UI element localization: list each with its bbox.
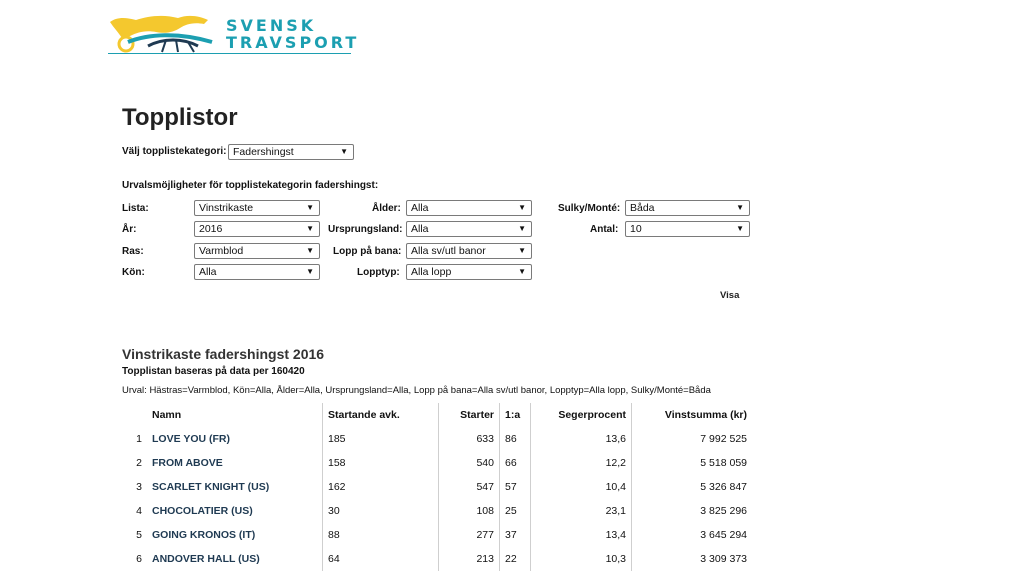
row-avk: 158 <box>323 451 439 475</box>
row-wins: 57 <box>500 475 531 499</box>
table-row <box>122 475 752 499</box>
logo-text-svensk: SVENSK <box>226 16 317 35</box>
row-wins: 37 <box>500 523 531 547</box>
alder-select-value: Alla <box>411 202 429 214</box>
header-forsta[interactable]: 1:a <box>500 403 531 427</box>
lista-select-value: Vinstrikaste <box>199 202 254 214</box>
lopp-pa-bana-select[interactable] <box>406 243 532 259</box>
logo-underline <box>108 53 351 54</box>
dropdown-arrow-icon: ▼ <box>306 203 314 212</box>
dropdown-arrow-icon: ▼ <box>518 203 526 212</box>
row-starter: 633 <box>439 427 500 451</box>
horse-name-link[interactable]: SCARLET KNIGHT (US) <box>152 481 270 493</box>
row-rank: 2 <box>136 457 142 469</box>
row-rank: 3 <box>136 481 142 493</box>
results-heading: Vinstrikaste fadershingst 2016 <box>122 346 325 362</box>
row-name-cell <box>147 451 323 475</box>
ursprungsland-select[interactable] <box>406 221 532 237</box>
row-wins: 66 <box>500 451 531 475</box>
ursprungsland-select-value: Alla <box>411 223 429 235</box>
row-starter: 108 <box>439 499 500 523</box>
horse-name-link[interactable]: GOING KRONOS (IT) <box>152 529 256 541</box>
page-title: Topplistor <box>122 104 238 131</box>
table-row <box>122 499 752 523</box>
row-name-cell <box>147 499 323 523</box>
row-starter: 277 <box>439 523 500 547</box>
category-select[interactable] <box>228 144 354 160</box>
row-pct: 13,4 <box>531 523 632 547</box>
header-startande-avk[interactable]: Startande avk. <box>323 403 439 427</box>
row-sum: 5 518 059 <box>632 451 753 475</box>
row-name-cell <box>147 427 323 451</box>
header-rank <box>122 403 147 427</box>
row-rank: 4 <box>136 505 142 517</box>
header-segerprocent[interactable]: Segerprocent <box>531 403 632 427</box>
row-wins: 86 <box>500 427 531 451</box>
row-pct: 10,4 <box>531 475 632 499</box>
row-rank: 6 <box>136 553 142 565</box>
row-pct: 12,2 <box>531 451 632 475</box>
category-select-value: Fadershingst <box>233 146 294 158</box>
dropdown-arrow-icon: ▼ <box>306 224 314 233</box>
ras-select-value: Varmblod <box>199 245 244 257</box>
sulky-monte-label: Sulky/Monté: <box>558 203 621 214</box>
ar-select-value: 2016 <box>199 223 223 235</box>
lista-select[interactable] <box>194 200 320 216</box>
table-row <box>122 523 752 547</box>
row-avk: 88 <box>323 523 439 547</box>
row-name-cell <box>147 547 323 571</box>
row-avk: 162 <box>323 475 439 499</box>
sulky-monte-select[interactable] <box>625 200 750 216</box>
row-rank: 5 <box>136 529 142 541</box>
row-avk: 64 <box>323 547 439 571</box>
lopptyp-select-value: Alla lopp <box>411 266 452 278</box>
header-starter[interactable]: Starter <box>439 403 500 427</box>
ar-select[interactable] <box>194 221 320 237</box>
row-rank: 1 <box>136 433 142 445</box>
horse-sulky-logo-icon <box>108 12 218 54</box>
lista-label: Lista: <box>122 203 149 214</box>
lopp-pa-bana-label: Lopp på bana: <box>333 246 402 257</box>
alder-select[interactable] <box>406 200 532 216</box>
lopp-pa-bana-select-value: Alla sv/utl banor <box>411 245 486 257</box>
dropdown-arrow-icon: ▼ <box>518 246 526 255</box>
dropdown-arrow-icon: ▼ <box>736 203 744 212</box>
row-name-cell <box>147 523 323 547</box>
row-sum: 3 645 294 <box>632 523 753 547</box>
urval-heading: Urvalsmöjligheter för topplistekategorin fadershingst: <box>122 180 379 191</box>
lopptyp-label: Lopptyp: <box>357 267 400 278</box>
svensk-travsport-logo[interactable] <box>108 12 360 56</box>
row-starter: 540 <box>439 451 500 475</box>
dropdown-arrow-icon: ▼ <box>518 267 526 276</box>
row-pct: 10,3 <box>531 547 632 571</box>
row-pct: 23,1 <box>531 499 632 523</box>
dropdown-arrow-icon: ▼ <box>736 224 744 233</box>
table-row <box>122 427 752 451</box>
logo-text-travsport: TRAVSPORT <box>226 33 360 52</box>
dropdown-arrow-icon: ▼ <box>518 224 526 233</box>
table-header-row <box>122 403 752 427</box>
row-starter: 547 <box>439 475 500 499</box>
ursprungsland-label: Ursprungsland: <box>328 224 403 235</box>
row-avk: 185 <box>323 427 439 451</box>
ras-select[interactable] <box>194 243 320 259</box>
horse-name-link[interactable]: CHOCOLATIER (US) <box>152 505 253 517</box>
horse-name-link[interactable]: ANDOVER HALL (US) <box>152 553 260 565</box>
row-wins: 22 <box>500 547 531 571</box>
table-row <box>122 451 752 475</box>
row-starter: 213 <box>439 547 500 571</box>
row-sum: 5 326 847 <box>632 475 753 499</box>
filter-summary: Urval: Hästras=Varmblod, Kön=Alla, Ålder=Alla, Ursprungsland=Alla, Lopp på bana=Alla sv/utl banor, Lopptyp=Alla lopp, Sulky/Monté=Båda <box>122 385 711 396</box>
header-namn[interactable]: Namn <box>152 409 182 421</box>
results-subheading: Topplistan baseras på data per 160420 <box>122 366 305 377</box>
category-label: Välj topplistekategori: <box>122 146 227 157</box>
table-row <box>122 547 752 571</box>
row-sum: 3 825 296 <box>632 499 753 523</box>
ras-label: Ras: <box>122 246 144 257</box>
dropdown-arrow-icon: ▼ <box>306 246 314 255</box>
kon-select[interactable] <box>194 264 320 280</box>
kon-label: Kön: <box>122 267 145 278</box>
row-name-cell <box>147 475 323 499</box>
row-avk: 30 <box>323 499 439 523</box>
row-pct: 13,6 <box>531 427 632 451</box>
ar-label: År: <box>122 224 137 235</box>
dropdown-arrow-icon: ▼ <box>306 267 314 276</box>
antal-label: Antal: <box>590 224 619 235</box>
antal-select-value: 10 <box>630 223 642 235</box>
alder-label: Ålder: <box>372 203 401 214</box>
header-vinstsumma[interactable]: Vinstsumma (kr) <box>632 403 753 427</box>
toplist-table <box>122 403 752 571</box>
kon-select-value: Alla <box>199 266 217 278</box>
lopptyp-select[interactable] <box>406 264 532 280</box>
dropdown-arrow-icon: ▼ <box>340 147 348 156</box>
horse-name-link[interactable]: LOVE YOU (FR) <box>152 433 230 445</box>
row-sum: 7 992 525 <box>632 427 753 451</box>
sulky-monte-select-value: Båda <box>630 202 655 214</box>
row-wins: 25 <box>500 499 531 523</box>
row-sum: 3 309 373 <box>632 547 753 571</box>
horse-name-link[interactable]: FROM ABOVE <box>152 457 223 469</box>
antal-select[interactable] <box>625 221 750 237</box>
visa-button[interactable]: Visa <box>720 290 740 301</box>
